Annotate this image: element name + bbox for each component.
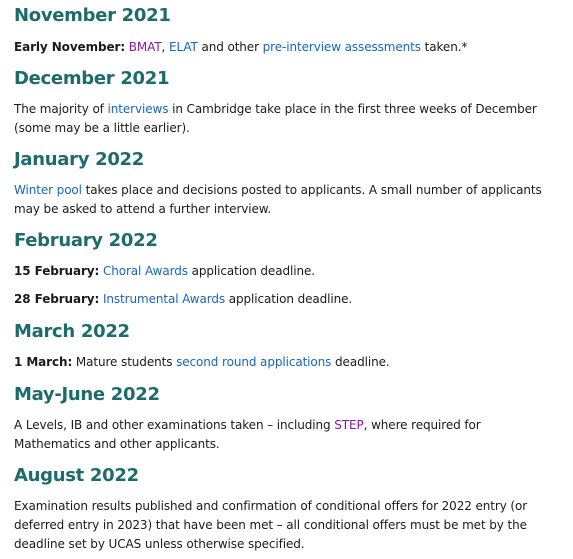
date-label: 28 February: xyxy=(14,292,100,306)
section-heading: May-June 2022 xyxy=(14,384,160,405)
section-paragraph: Early November: BMAT, ELAT and other pre-interview assessments taken.* xyxy=(14,40,468,54)
section-heading: August 2022 xyxy=(14,465,139,486)
section-paragraph: 1 March: Mature students second round applications deadline. xyxy=(14,355,390,369)
section-paragraph: 28 February: Instrumental Awards application deadline. xyxy=(14,292,353,306)
elat-link[interactable]: ELAT xyxy=(168,40,198,54)
date-label: 15 February: xyxy=(14,264,100,278)
section-heading: January 2022 xyxy=(14,149,144,170)
bmat-link[interactable]: BMAT xyxy=(128,40,162,54)
section-paragraph: The majority of interviews in Cambridge take place in the first three weeks of December (some may be a little earlier). xyxy=(14,102,537,135)
section-paragraph: Examination results published and confirmation of conditional offers for 2022 entry (or deferred entry in 2023) that have been met – all conditional offers must be met by the deadline set by UCAS unless otherwise specified. xyxy=(14,499,528,551)
section-paragraph: A Levels, IB and other examinations taken – including STEP, where required for Mathematics and other applicants. xyxy=(14,418,481,451)
section-heading: March 2022 xyxy=(14,321,130,342)
instrumental-awards-link[interactable]: Instrumental Awards xyxy=(102,292,226,306)
winter-pool-link[interactable]: Winter pool xyxy=(14,183,82,197)
section-heading: February 2022 xyxy=(14,230,158,251)
date-label: 1 March: xyxy=(14,355,73,369)
interviews-link[interactable]: interviews xyxy=(107,102,169,116)
section-heading: November 2021 xyxy=(14,5,171,26)
date-label: Early November: xyxy=(14,40,126,54)
section-heading: December 2021 xyxy=(14,68,170,89)
second-round-applications-link[interactable]: second round applications xyxy=(176,355,332,369)
section-paragraph: Winter pool takes place and decisions posted to applicants. A small number of applicants may be asked to attend a further interview. xyxy=(14,183,542,216)
choral-awards-link[interactable]: Choral Awards xyxy=(102,264,188,278)
pre-interview-assessments-link[interactable]: pre-interview assessments xyxy=(262,40,421,54)
section-paragraph: 15 February: Choral Awards application deadline. xyxy=(14,264,315,278)
step-link[interactable]: STEP xyxy=(334,418,364,432)
